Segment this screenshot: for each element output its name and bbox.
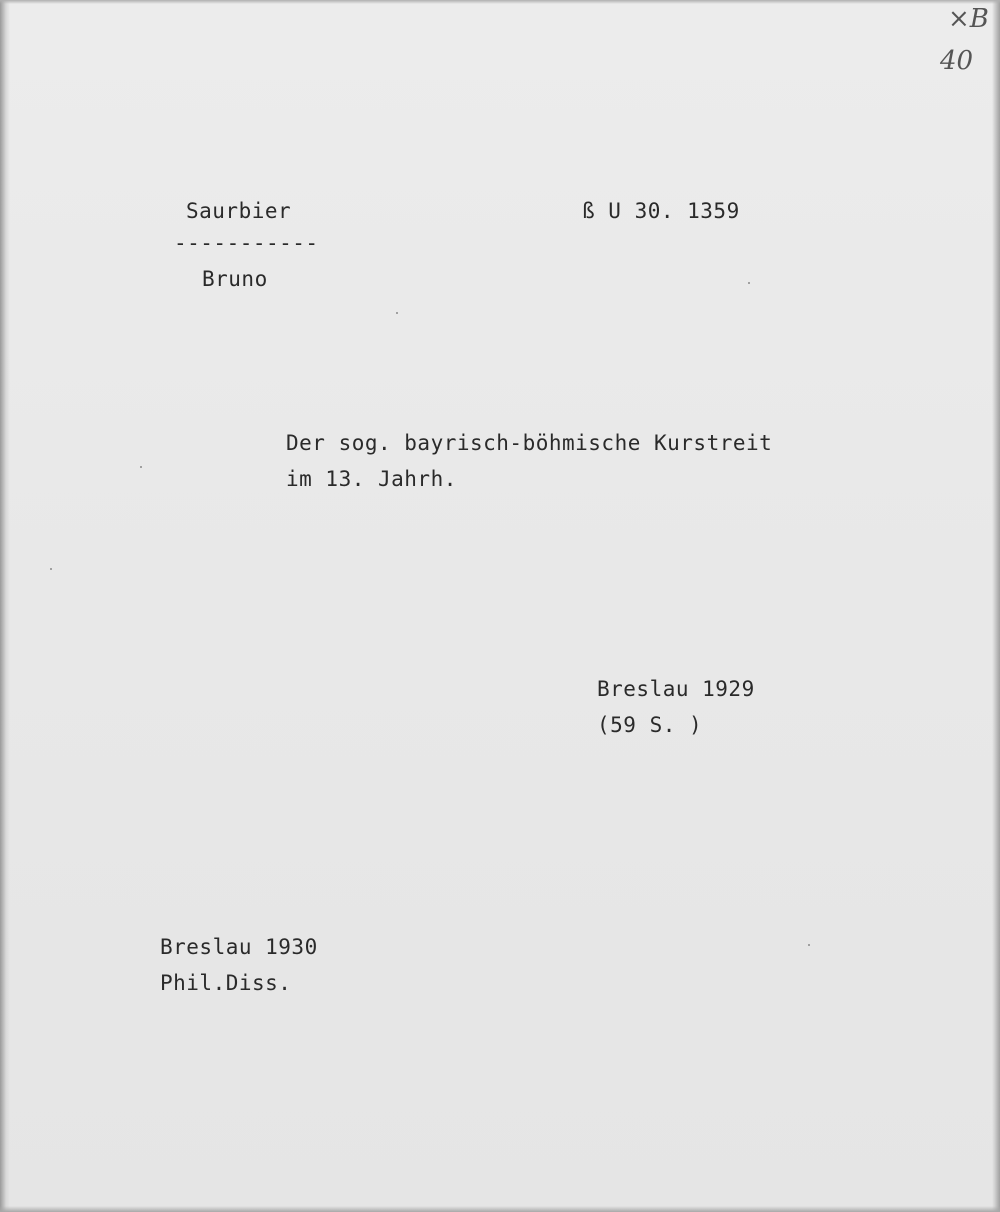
card-right-edge (992, 0, 1000, 1212)
paper-speck (748, 282, 750, 284)
imprint-line-1: Breslau 1929 (597, 677, 755, 701)
paper-speck (808, 944, 810, 946)
title-line-1: Der sog. bayrisch-böhmische Kurstreit (286, 431, 773, 455)
imprint-line-2: (59 S. ) (597, 713, 703, 737)
paper-speck (140, 466, 142, 468)
card-left-edge (0, 0, 10, 1212)
note-line-2: Phil.Diss. (160, 971, 292, 995)
author-underline: ----------- (174, 231, 319, 255)
paper-speck (396, 312, 398, 314)
card-top-edge (0, 0, 1000, 4)
title-line-2: im 13. Jahrh. (286, 467, 457, 491)
paper-speck (50, 568, 52, 570)
note-line-1: Breslau 1930 (160, 935, 318, 959)
author-forename: Bruno (202, 267, 268, 291)
handwritten-note-40: 40 (940, 46, 974, 76)
shelfmark: ß U 30. 1359 (582, 199, 740, 223)
author-surname: Saurbier (186, 199, 292, 223)
card-bottom-edge (0, 1206, 1000, 1212)
handwritten-note-xb: ×B (948, 4, 989, 34)
